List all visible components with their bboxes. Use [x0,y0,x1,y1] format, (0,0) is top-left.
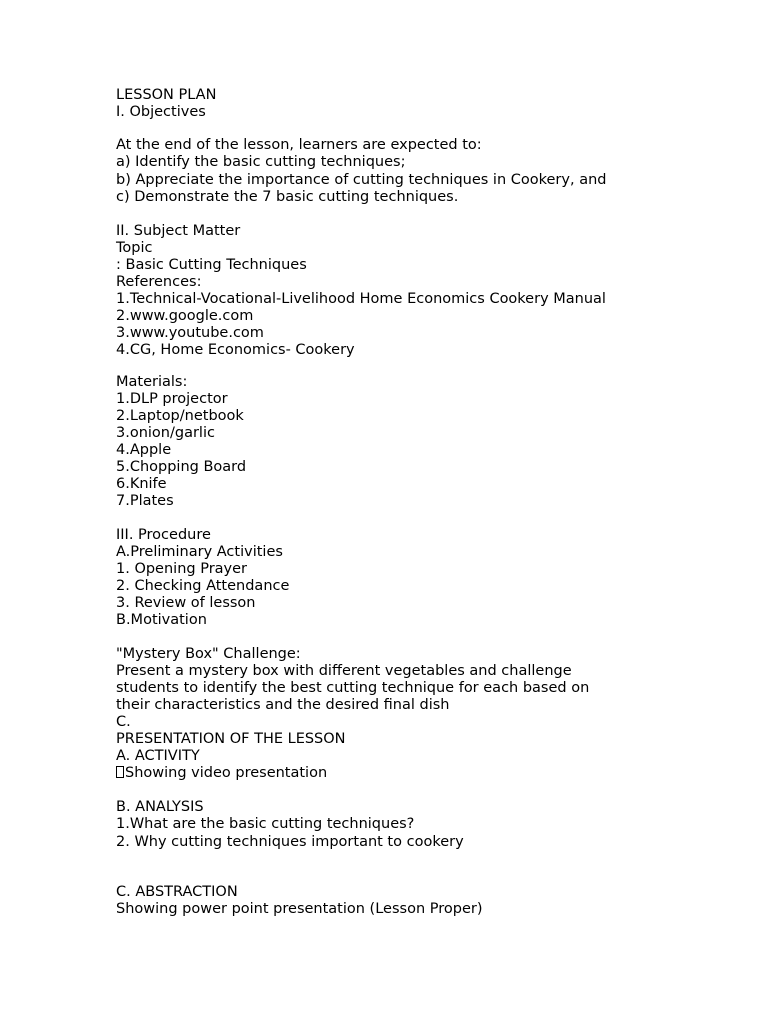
preliminary-item: 1. Opening Prayer [116,561,248,577]
objective-item: a) Identify the basic cutting techniques; [116,154,406,170]
activity-item-text: Showing video presentation [125,765,328,781]
section-c-label: C. [116,714,131,730]
reference-item: 2.www.google.com [116,308,254,324]
reference-item: 3.www.youtube.com [116,325,264,341]
topic-label: Topic [116,240,153,256]
materials-label: Materials: [116,374,188,390]
abstraction-item: Showing power point presentation (Lesson Proper) [116,901,483,917]
missing-glyph-icon [116,766,124,778]
presentation-heading: PRESENTATION OF THE LESSON [116,731,346,747]
material-item: 7.Plates [116,493,174,509]
challenge-line: their characteristics and the desired final dish [116,697,450,713]
material-item: 2.Laptop/netbook [116,408,244,424]
preliminary-heading: A.Preliminary Activities [116,544,283,560]
analysis-heading: B. ANALYSIS [116,799,204,815]
material-item: 1.DLP projector [116,391,228,407]
challenge-line: students to identify the best cutting technique for each based on [116,680,590,696]
material-item: 4.Apple [116,442,172,458]
preliminary-item: 2. Checking Attendance [116,578,290,594]
document-title: LESSON PLAN [116,87,217,103]
objective-item: b) Appreciate the importance of cutting techniques in Cookery, and [116,172,607,188]
reference-item: 4.CG, Home Economics- Cookery [116,342,355,358]
material-item: 3.onion/garlic [116,425,215,441]
topic-value: : Basic Cutting Techniques [116,257,307,273]
reference-item: 1.Technical-Vocational-Livelihood Home Economics Cookery Manual [116,291,606,307]
activity-item [116,765,327,782]
material-item: 6.Knife [116,476,167,492]
motivation-heading: B.Motivation [116,612,207,628]
challenge-title: "Mystery Box" Challenge: [116,646,301,662]
objective-item: c) Demonstrate the 7 basic cutting techniques. [116,189,459,205]
abstraction-heading: C. ABSTRACTION [116,884,238,900]
procedure-heading: III. Procedure [116,527,211,543]
analysis-item: 2. Why cutting techniques important to cookery [116,834,464,850]
analysis-item: 1.What are the basic cutting techniques? [116,816,415,832]
preliminary-item: 3. Review of lesson [116,595,256,611]
material-item: 5.Chopping Board [116,459,247,475]
references-label: References: [116,274,202,290]
subject-matter-heading: II. Subject Matter [116,223,241,239]
challenge-line: Present a mystery box with different vegetables and challenge [116,663,572,679]
objectives-intro: At the end of the lesson, learners are expected to: [116,137,482,153]
objectives-heading: I. Objectives [116,104,206,120]
activity-heading: A. ACTIVITY [116,748,200,764]
